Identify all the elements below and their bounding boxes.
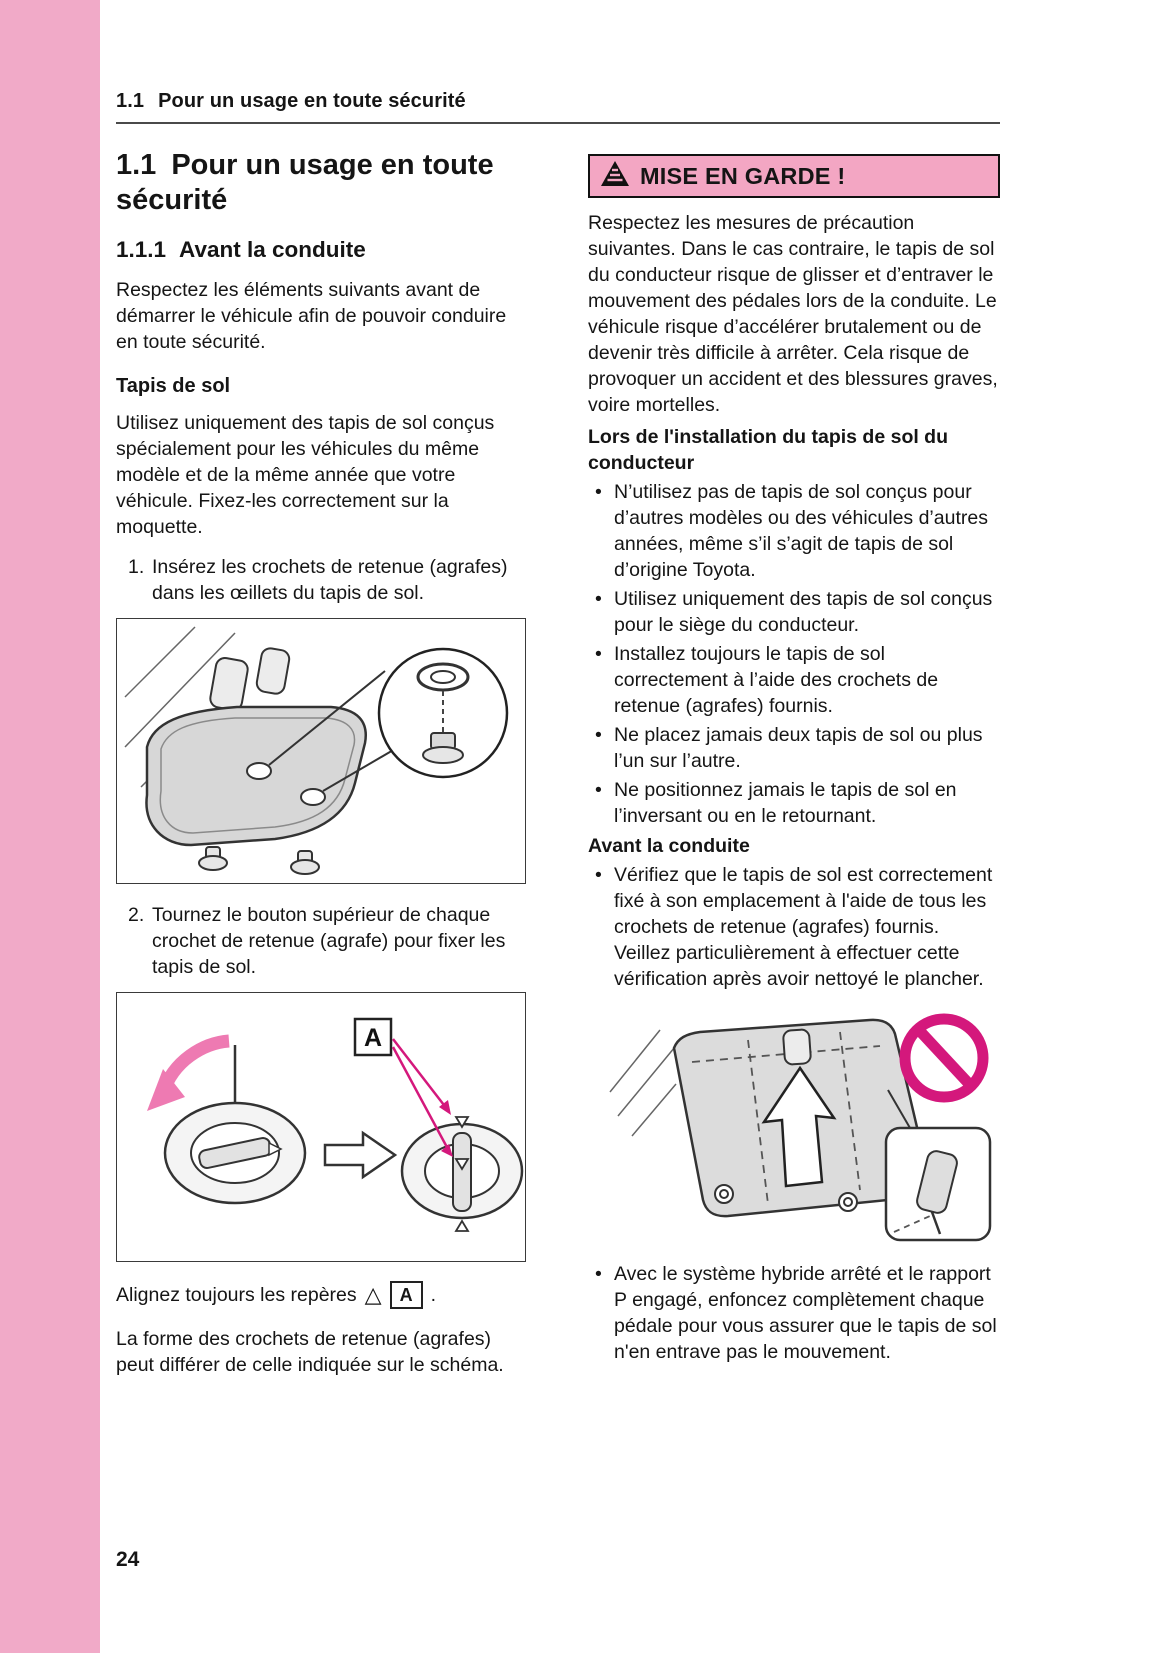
- running-header-number: 1.1: [116, 90, 145, 112]
- mat-hooks-illustration: [117, 619, 524, 883]
- rotate-arrow-head: [147, 1069, 185, 1111]
- knob-right-bar: [453, 1133, 471, 1211]
- subsection-title-number: 1.1.1: [116, 236, 167, 262]
- step-1: [128, 554, 526, 606]
- left-column: [116, 144, 526, 1392]
- mat-prohibition-illustration: [588, 1006, 998, 1251]
- warning-bullet: • Avec le système hybride arrêté et le rapport P engagé, enfoncez complètement chaque pédale pour vous assurer que le tapis de sol n'en entrave pas le mouvement.: [588, 1261, 1000, 1365]
- warning-intro: Respectez les mesures de précaution suivantes. Dans le cas contraire, le tapis de sol du conducteur risque de glisser et d’entraver le mouvement des pédales lors de la conduite. Le véhicule risque d’accélérer brutalement ou de devenir très difficile à arrêter. Cela risque de provoquer un accident et des blessures graves, voire mortelles.: [588, 212, 998, 416]
- subsection-title-text: Avant la conduite: [179, 236, 366, 262]
- retaining-clip-shapes: [199, 847, 319, 874]
- figure-mat-hooks: [116, 618, 526, 884]
- warning-bullet-list-1: [588, 479, 1000, 829]
- pedal-bump: [783, 1029, 811, 1065]
- clip-base: [423, 747, 463, 763]
- pedal-shapes: [209, 647, 291, 711]
- page-edge-band: [0, 0, 100, 1653]
- triangle-marker-glyph: △: [364, 1281, 382, 1307]
- running-header-text: Pour un usage en toute sécurité: [158, 90, 466, 112]
- warning-bullet-list-2: [588, 862, 1000, 992]
- step-arrow: [325, 1133, 395, 1177]
- page-content: [116, 0, 1000, 1392]
- section-title-text: Pour un usage en toute sécurité: [116, 149, 494, 217]
- warning-bullet: • Ne placez jamais deux tapis de sol ou plus l’un sur l’autre.: [588, 722, 1000, 774]
- warning-subheading-before-driving: Avant la conduite: [588, 835, 750, 857]
- grommet-ring-inner: [431, 671, 455, 683]
- knob-rotation-illustration: [117, 993, 524, 1261]
- warning-subheading-installation: Lors de l'installation du tapis de sol du conducteur: [588, 426, 949, 474]
- step-2-number: 2.: [128, 903, 145, 926]
- step-1-text: Insérez les crochets de retenue (agrafes) dans les œillets du tapis de sol.: [152, 555, 508, 604]
- section-title-number: 1.1: [116, 149, 157, 181]
- right-column: [588, 144, 1000, 1392]
- align-instruction: [116, 1280, 526, 1310]
- step-2-text: Tournez le bouton supérieur de chaque crochet de retenue (agrafe) pour fixer les tapis de sol.: [152, 903, 506, 978]
- floor-mats-paragraph: Utilisez uniquement des tapis de sol conçus spécialement pour les véhicules du même modèle et de la même année que votre véhicule. Fixez-les correctement sur la moquette.: [116, 411, 495, 538]
- warning-bullet: • Installez toujours le tapis de sol correctement à l’aide des crochets de retenue (agrafes) fournis.: [588, 641, 1000, 719]
- warning-box: [588, 154, 1000, 1365]
- align-triangle-bottom: [456, 1221, 468, 1231]
- warning-bullet-list-3: [588, 1261, 1000, 1365]
- label-a-text: A: [363, 1023, 383, 1052]
- running-header: [116, 0, 1000, 124]
- align-period: .: [430, 1283, 436, 1306]
- section-title: [116, 148, 526, 219]
- warning-bullet: • Vérifiez que le tapis de sol est correctement fixé à son emplacement à l'aide de tous les crochets de retenue (agrafes) fournis. Veillez particulièrement à effectuer cette vérification après avoir nettoyé le plancher.: [588, 862, 1000, 992]
- step-1-number: 1.: [128, 555, 145, 578]
- intro-paragraph: Respectez les éléments suivants avant de démarrer le véhicule afin de pouvoir conduire en toute sécurité.: [116, 278, 507, 353]
- figure-mat-prohibition: [588, 1006, 1000, 1251]
- floor-hatching-lines: [610, 1030, 684, 1136]
- warning-triangle-icon: [600, 160, 630, 192]
- label-a-box: A: [390, 1281, 423, 1309]
- warning-bullet: • Utilisez uniquement des tapis de sol conçus pour le siège du conducteur.: [588, 586, 1000, 638]
- warning-header: [588, 154, 1000, 198]
- warning-bullet: • Ne positionnez jamais le tapis de sol en l’inversant ou en le retournant.: [588, 777, 1000, 829]
- align-text: Alignez toujours les repères: [116, 1283, 357, 1306]
- mat-eyelet-2: [301, 789, 325, 805]
- mat-eyelet-1: [247, 763, 271, 779]
- step-2: [128, 902, 526, 980]
- hook-shape-note: La forme des crochets de retenue (agrafes) peut différer de celle indiquée sur le schéma.: [116, 1327, 504, 1376]
- warning-title: MISE EN GARDE !: [640, 162, 846, 189]
- two-column-layout: [116, 144, 1000, 1392]
- figure-knob-rotation: [116, 992, 526, 1262]
- page-number: 24: [116, 1548, 140, 1571]
- subsection-title: [116, 237, 526, 263]
- warning-bullet: • N’utilisez pas de tapis de sol conçus pour d’autres modèles ou des véhicules d’autres années, même s’il s’agit de tapis de sol d’origine Toyota.: [588, 479, 1000, 583]
- floor-mats-heading: Tapis de sol: [116, 374, 231, 397]
- prohibition-icon: [905, 1019, 983, 1097]
- warning-body: [588, 198, 1000, 1365]
